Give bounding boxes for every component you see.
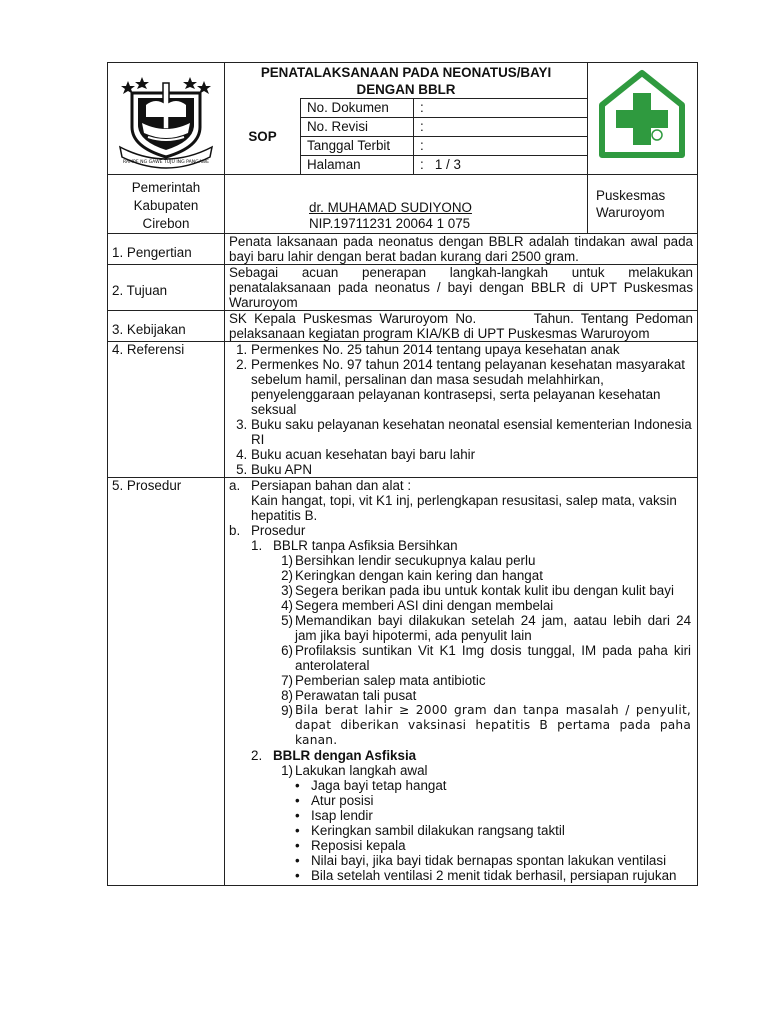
list-item: 8) Perawatan tali pusat — [281, 688, 417, 703]
section-prosedur — [225, 478, 698, 886]
emblem-motto: RAMPE NG GAWE TUJU ING PANGAWE — [122, 160, 210, 165]
left-org: Pemerintah Kabupaten Cirebon — [108, 175, 225, 234]
reference-list — [229, 342, 693, 477]
meta-cell — [301, 98, 588, 175]
meta-label: No. Dokumen — [301, 99, 414, 118]
cirebon-regency-emblem-icon — [108, 63, 225, 171]
prosedur-a: a. Persiapan bahan dan alat : — [229, 478, 412, 493]
list-item: 2) Keringkan dengan kain kering dan hangat — [281, 568, 543, 583]
prosedur-b2-bullets — [229, 778, 691, 883]
list-item: • Keringkan sambil dilakukan rangsang taktil — [295, 823, 691, 838]
list-item: 3. Buku saku pelayanan kesehatan neonatal esensial kementerian Indonesia RI — [251, 417, 693, 447]
title-cell — [225, 63, 588, 99]
list-item: 1) Bersihkan lendir secukupnya kalau perlu — [281, 553, 536, 568]
puskesmas-logo-cell — [588, 63, 698, 175]
list-item: • Jaga bayi tetap hangat — [295, 778, 691, 793]
section-referensi — [225, 342, 698, 478]
prosedur-b2-sub: 1) Lakukan langkah awal — [281, 763, 428, 778]
section-label-prosedur: 5. Prosedur — [108, 478, 225, 886]
list-item: 4. Buku acuan kesehatan bayi baru lahir — [251, 447, 693, 462]
section-label-kebijakan: 3. Kebijakan — [108, 311, 225, 342]
meta-value: : — [414, 137, 588, 156]
prosedur-a-text: Kain hangat, topi, vit K1 inj, perlengkapan resusitasi, salep mata, vaksin hepatitis B. — [251, 493, 677, 523]
list-item: • Bila setelah ventilasi 2 menit tidak berhasil, persiapan rujukan — [295, 868, 691, 883]
meta-value: : — [414, 99, 588, 118]
list-item: 3) Segera berikan pada ibu untuk kontak kulit ibu dengan kulit bayi — [281, 583, 674, 598]
list-item: 2. Permenkes No. 97 tahun 2014 tentang pelayanan kesehatan masyarakat sebelum hamil, persalinan dan masa sesudah melahhirkan, penyelenggaraan pelayanan kontrasepsi, serta pelayanan kesehatan seksual — [251, 357, 693, 417]
meta-value: : — [414, 118, 588, 137]
right-org: Puskesmas Waruroyom — [588, 175, 698, 234]
prosedur-b: b. Prosedur — [229, 523, 306, 538]
signer-nip: NIP.19711231 20064 1 075 — [309, 216, 471, 231]
section-label-tujuan: 2. Tujuan — [108, 265, 225, 311]
section-label-pengertian: 1. Pengertian — [108, 234, 225, 265]
section-text-kebijakan: SK Kepala Puskesmas Waruroyom No. Tahun. Tentang Pedoman pelaksanaan kegiatan program KIA/KB di UPT Puskesmas Waruroyom — [225, 311, 698, 342]
section-text-pengertian: Penata laksanaan pada neonatus dengan BBLR adalah tindakan awal pada bayi baru lahir dengan berat badan kurang dari 2500 gram. — [225, 234, 698, 265]
list-item: 5) Memandikan bayi dilakukan setelah 24 jam, aatau lebih dari 24 jam jika bayi hipotermi, ada penyulit lain — [281, 613, 692, 643]
regency-logo-cell — [108, 63, 225, 175]
signer-name: dr. MUHAMAD SUDIYONO — [309, 200, 472, 215]
signer-cell — [225, 175, 588, 234]
meta-label: No. Revisi — [301, 118, 414, 137]
list-item: 5. Buku APN — [251, 462, 693, 477]
list-item: • Atur posisi — [295, 793, 691, 808]
sop-label: SOP — [225, 98, 301, 175]
meta-label: Tanggal Terbit — [301, 137, 414, 156]
list-item: • Reposisi kepala — [295, 838, 691, 853]
list-item: • Isap lendir — [295, 808, 691, 823]
list-item: 7) Pemberian salep mata antibiotic — [281, 673, 486, 688]
sop-table — [107, 62, 698, 886]
section-text-tujuan: Sebagai acuan penerapan langkah-langkah untuk melakukan penatalaksanaan pada neonatus / bayi dengan BBLR di UPT Puskesmas Waruroyom — [225, 265, 698, 311]
meta-value: : 1 / 3 — [414, 156, 588, 175]
list-item: 6) Profilaksis suntikan Vit K1 Img dosis tunggal, IM pada paha kiri anterolateral — [281, 643, 692, 673]
sop-document — [107, 62, 697, 886]
prosedur-b1-steps — [229, 553, 691, 748]
list-item: • Nilai bayi, jika bayi tidak bernapas spontan lakukan ventilasi — [295, 853, 691, 868]
prosedur-b2-heading: 2. BBLR dengan Asfiksia — [251, 748, 417, 763]
list-item: 1. Permenkes No. 25 tahun 2014 tentang upaya kesehatan anak — [251, 342, 693, 357]
prosedur-b1-heading: 1. BBLR tanpa Asfiksia Bersihkan — [251, 538, 458, 553]
puskesmas-logo-icon — [588, 67, 696, 167]
list-item: 9) Bila berat lahir ≥ 2000 gram dan tanpa masalah / penyulit, dapat diberikan vaksinasi hepatitis B pertama pada paha kanan. — [281, 703, 692, 747]
document-title: PENATALAKSANAAN PADA NEONATUS/BAYI DENGAN BBLR — [260, 65, 552, 97]
section-label-referensi: 4. Referensi — [108, 342, 225, 478]
list-item: 4) Segera memberi ASI dini dengan membelai — [281, 598, 554, 613]
document-meta — [301, 98, 587, 174]
meta-label: Halaman — [301, 156, 414, 175]
